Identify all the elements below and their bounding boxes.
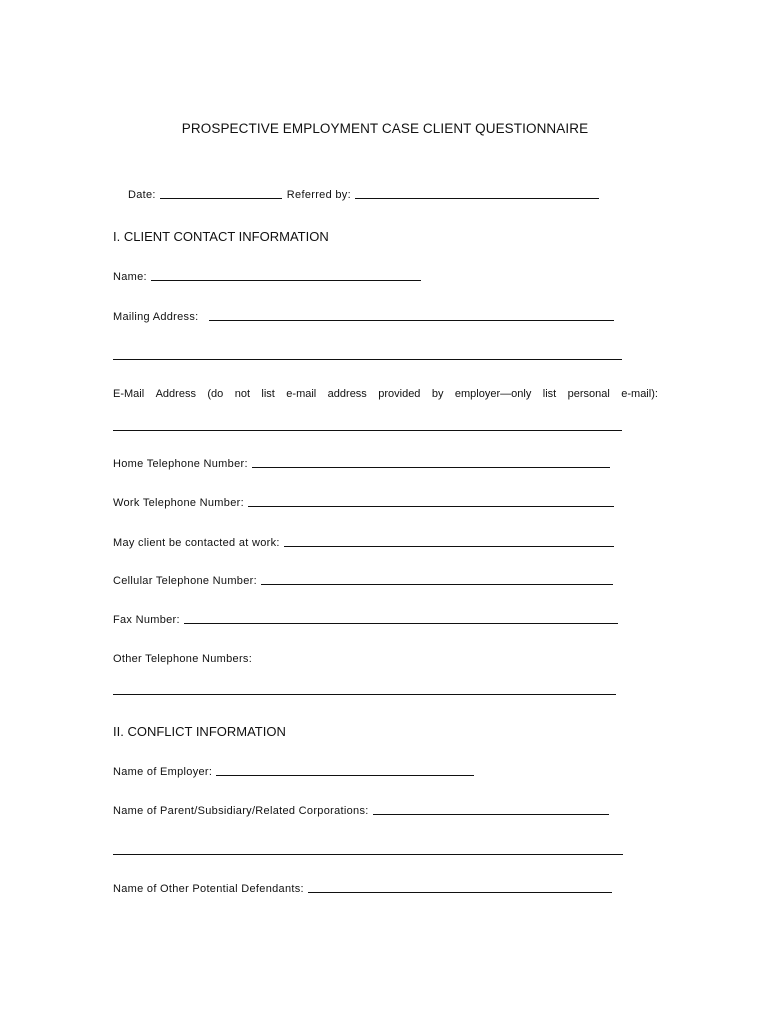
- email-label-word: e-mail):: [621, 388, 658, 400]
- contact-at-work-row: [113, 537, 614, 549]
- work-phone-field[interactable]: [248, 505, 614, 507]
- name-row: [113, 271, 421, 283]
- cell-phone-row: [113, 575, 613, 587]
- date-label: Date:: [128, 189, 156, 201]
- other-phones-row: [113, 653, 252, 665]
- related-corps-label: Name of Parent/Subsidiary/Related Corporations:: [113, 805, 369, 817]
- related-corps-field-line-2[interactable]: [113, 854, 623, 855]
- email-label-word: e-mail: [286, 388, 317, 400]
- date-field[interactable]: [160, 197, 282, 199]
- section-2-heading: II. CONFLICT INFORMATION: [113, 724, 286, 739]
- referred-by-field[interactable]: [355, 197, 599, 199]
- mailing-address-label: Mailing Address:: [113, 311, 199, 323]
- name-label: Name:: [113, 271, 147, 283]
- mailing-address-row: [113, 311, 614, 323]
- email-label-word: list: [542, 388, 557, 400]
- home-phone-row: [113, 458, 610, 470]
- cell-phone-label: Cellular Telephone Number:: [113, 575, 257, 587]
- email-label-word: by: [431, 388, 444, 400]
- other-defendants-label: Name of Other Potential Defendants:: [113, 883, 304, 895]
- email-label-word: E-Mail: [113, 388, 145, 400]
- email-label-word: list: [261, 388, 275, 400]
- email-label-word: provided: [378, 388, 421, 400]
- employer-row: [113, 766, 474, 778]
- other-defendants-field[interactable]: [308, 891, 612, 893]
- email-label-word: personal: [567, 388, 610, 400]
- email-label-word: Address: [155, 388, 196, 400]
- name-field[interactable]: [151, 279, 421, 281]
- other-phones-field[interactable]: [113, 694, 616, 695]
- contact-at-work-field[interactable]: [284, 545, 614, 547]
- mailing-address-field-line-2[interactable]: [113, 359, 622, 360]
- section-1-heading: I. CLIENT CONTACT INFORMATION: [113, 229, 329, 244]
- document-title: PROSPECTIVE EMPLOYMENT CASE CLIENT QUESTIONNAIRE: [181, 121, 589, 136]
- email-label-word: address: [327, 388, 367, 400]
- contact-at-work-label: May client be contacted at work:: [113, 537, 280, 549]
- other-phones-label: Other Telephone Numbers:: [113, 653, 253, 665]
- work-phone-label: Work Telephone Number:: [113, 497, 244, 509]
- fax-field[interactable]: [184, 622, 618, 624]
- email-label-word: (do: [207, 388, 224, 400]
- email-label-word: employer—only: [454, 388, 532, 400]
- email-label-word: not: [234, 388, 250, 400]
- mailing-address-field[interactable]: [209, 319, 614, 321]
- other-defendants-row: [113, 883, 612, 895]
- fax-row: [113, 614, 618, 626]
- employer-field[interactable]: [216, 774, 474, 776]
- fax-label: Fax Number:: [113, 614, 180, 626]
- employer-label: Name of Employer:: [113, 766, 213, 778]
- email-label: [113, 388, 658, 400]
- date-referred-row: [128, 189, 599, 201]
- work-phone-row: [113, 497, 614, 509]
- email-field[interactable]: [113, 430, 622, 431]
- home-phone-label: Home Telephone Number:: [113, 458, 248, 470]
- related-corps-row: [113, 805, 609, 817]
- cell-phone-field[interactable]: [261, 583, 613, 585]
- related-corps-field[interactable]: [373, 813, 609, 815]
- referred-by-label: Referred by:: [286, 189, 351, 201]
- home-phone-field[interactable]: [252, 466, 610, 468]
